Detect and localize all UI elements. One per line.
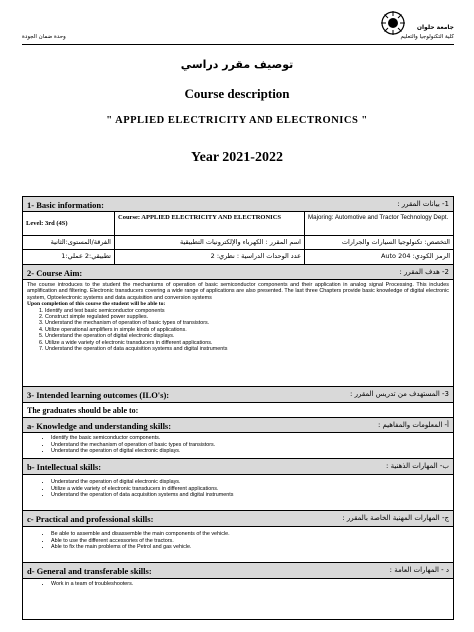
section-title-en: 2- Course Aim: (27, 268, 83, 278)
list-item: • Utilize a wide variety of electronic transducers in different applications. (51, 486, 449, 493)
units-label: عدد الوحدات الدراسية : نظري: 2 (210, 252, 301, 260)
section-title-en: d- General and transferable skills: (27, 566, 152, 576)
university-name: جامعة حلوان (416, 24, 454, 31)
list-item: • Understand the mechanism of operation of basic types of transistors. (51, 442, 449, 449)
course-aim-body (23, 280, 453, 387)
course-ar: اسم المقرر : الكهرباء والإلكترونيات التطبيقية (180, 238, 301, 246)
level-ar-cell (23, 236, 115, 249)
aim-paragraph: The course introduces to the student the mechanisms of operation of basic semiconductor components and their application in analog signal Processing. This includes amplification and filtering. Electronic transducers covering a wide range of applications are also presented. The last three Chapters provide basic knowledge of digital electronic system, Optoelectronic systems and data acquisition and conversion systems (27, 282, 449, 301)
section-title-en: 3- Intended learning outcomes (ILO's): (27, 390, 170, 400)
section-practical (23, 511, 453, 527)
graduates-heading: The graduates should be able to: (27, 406, 139, 415)
year-title: Year 2021-2022 (191, 150, 283, 165)
english-title: Course description (184, 86, 290, 101)
section-ilos (23, 387, 453, 403)
section-title-ar: د - المهارات العامة : (389, 566, 449, 574)
aim-text (27, 282, 449, 352)
section-course-aim (23, 265, 453, 280)
list-item: • Understand the operation of data acquisition systems and digital instruments (51, 492, 449, 499)
general-list-wrap (27, 581, 449, 588)
section-title-en: 1- Basic information: (27, 200, 104, 210)
course-code: الرمز الكودي: Auto 204 (380, 252, 450, 260)
aim-list (27, 308, 449, 353)
list-item: • Understand the operation of digital electronic displays. (51, 479, 449, 486)
list-item: 5. Understand the operation of digital electronic displays. (45, 333, 449, 339)
aim-subhead: Upon completion of this course the student will be able to: (27, 301, 166, 308)
level-cell: Level: 3rd (4S) (23, 212, 115, 235)
practical-body (23, 527, 453, 563)
arabic-title: توصيف مقرر دراسي (180, 58, 294, 71)
major-ar-cell (305, 236, 453, 249)
header-divider (22, 44, 454, 45)
list-item: 1. Identify and test basic semiconductor components (45, 308, 449, 314)
list-item: 2. Construct simple regulated power supplies. (45, 314, 449, 320)
units-values: تطبيقي:2 عملي:1 (61, 252, 111, 260)
basic-info-row-1 (23, 212, 453, 236)
section-title-ar: أ- المعلومات والمفاهيم : (377, 421, 449, 429)
list-item: • Identify the basic semiconductor components. (51, 435, 449, 442)
list-item: 3. Understand the mechanism of operation of basic types of transistors. (45, 320, 449, 326)
section-title-ar: ج- المهارات المهنية الخاصة بالمقرر : (342, 514, 449, 522)
section-title-en: a- Knowledge and understanding skills: (27, 421, 172, 431)
intellectual-list-wrap (27, 479, 449, 499)
page-header (22, 8, 454, 42)
list-item: • Understand the operation of digital electronic displays. (51, 448, 449, 455)
list-item: 6. Utilize a wide variety of electronic transducers in different applications. (45, 340, 449, 346)
code-cell (305, 250, 453, 264)
faculty-name: كلية التكنولوجيا والتعليم (400, 34, 454, 40)
section-title-ar: 2- هدف المقرر : (399, 268, 449, 276)
list-item: • Be able to assemble and disassemble the main components of the vehicle. (51, 531, 449, 538)
general-body (23, 579, 453, 619)
course-spec-table (22, 196, 454, 620)
basic-info-row-2 (23, 236, 453, 250)
list-item: 7. Understand the operation of data acquisition systems and digital instruments (45, 346, 449, 352)
practical-list-wrap (27, 531, 449, 551)
general-list (27, 581, 449, 588)
section-title-ar: 3- المستهدف من تدريس المقرر : (350, 390, 449, 398)
list-item: • Able to fix the main problems of the Petrol and gas vehicle. (51, 544, 449, 551)
intellectual-list (27, 479, 449, 499)
practical-list (27, 531, 449, 551)
course-name-cell: Course: APPLIED ELECTRICITY AND ELECTRONICS (115, 212, 305, 235)
basic-info-row-3 (23, 250, 453, 265)
list-item: 4. Utilize operational amplifiers in simple kinds of applications. (45, 327, 449, 333)
units-label-cell (115, 250, 305, 264)
course-title: " APPLIED ELECTRICITY AND ELECTRONICS " (106, 115, 368, 126)
section-basic-info (23, 197, 453, 212)
major-ar: التخصص: تكنولوجيا السيارات والجرارات (341, 238, 450, 246)
section-title-ar: ب- المهارات الذهنية : (386, 462, 449, 470)
knowledge-list (27, 435, 449, 455)
section-intellectual (23, 459, 453, 475)
quality-unit-label: وحدة ضمان الجودة (22, 34, 66, 40)
section-title-ar: 1- بيانات المقرر : (397, 200, 449, 208)
university-logo-icon (380, 10, 406, 36)
list-item: • Work in a team of troubleshooters. (51, 581, 449, 588)
intellectual-body (23, 475, 453, 511)
list-item: • Able to use the different accessories of the tractors. (51, 538, 449, 545)
section-knowledge (23, 418, 453, 433)
section-general (23, 563, 453, 579)
knowledge-list-wrap (27, 435, 449, 455)
units-cell (23, 250, 115, 264)
knowledge-body (23, 433, 453, 459)
level-ar: الفرقة/المستوى:الثانية (50, 238, 111, 246)
section-title-en: b- Intellectual skills: (27, 462, 102, 472)
section-title-en: c- Practical and professional skills: (27, 514, 154, 524)
majoring-cell: Majoring: Automotive and Tractor Technology Dept. (308, 214, 449, 221)
course-ar-cell (115, 236, 305, 249)
graduates-row (23, 403, 453, 418)
